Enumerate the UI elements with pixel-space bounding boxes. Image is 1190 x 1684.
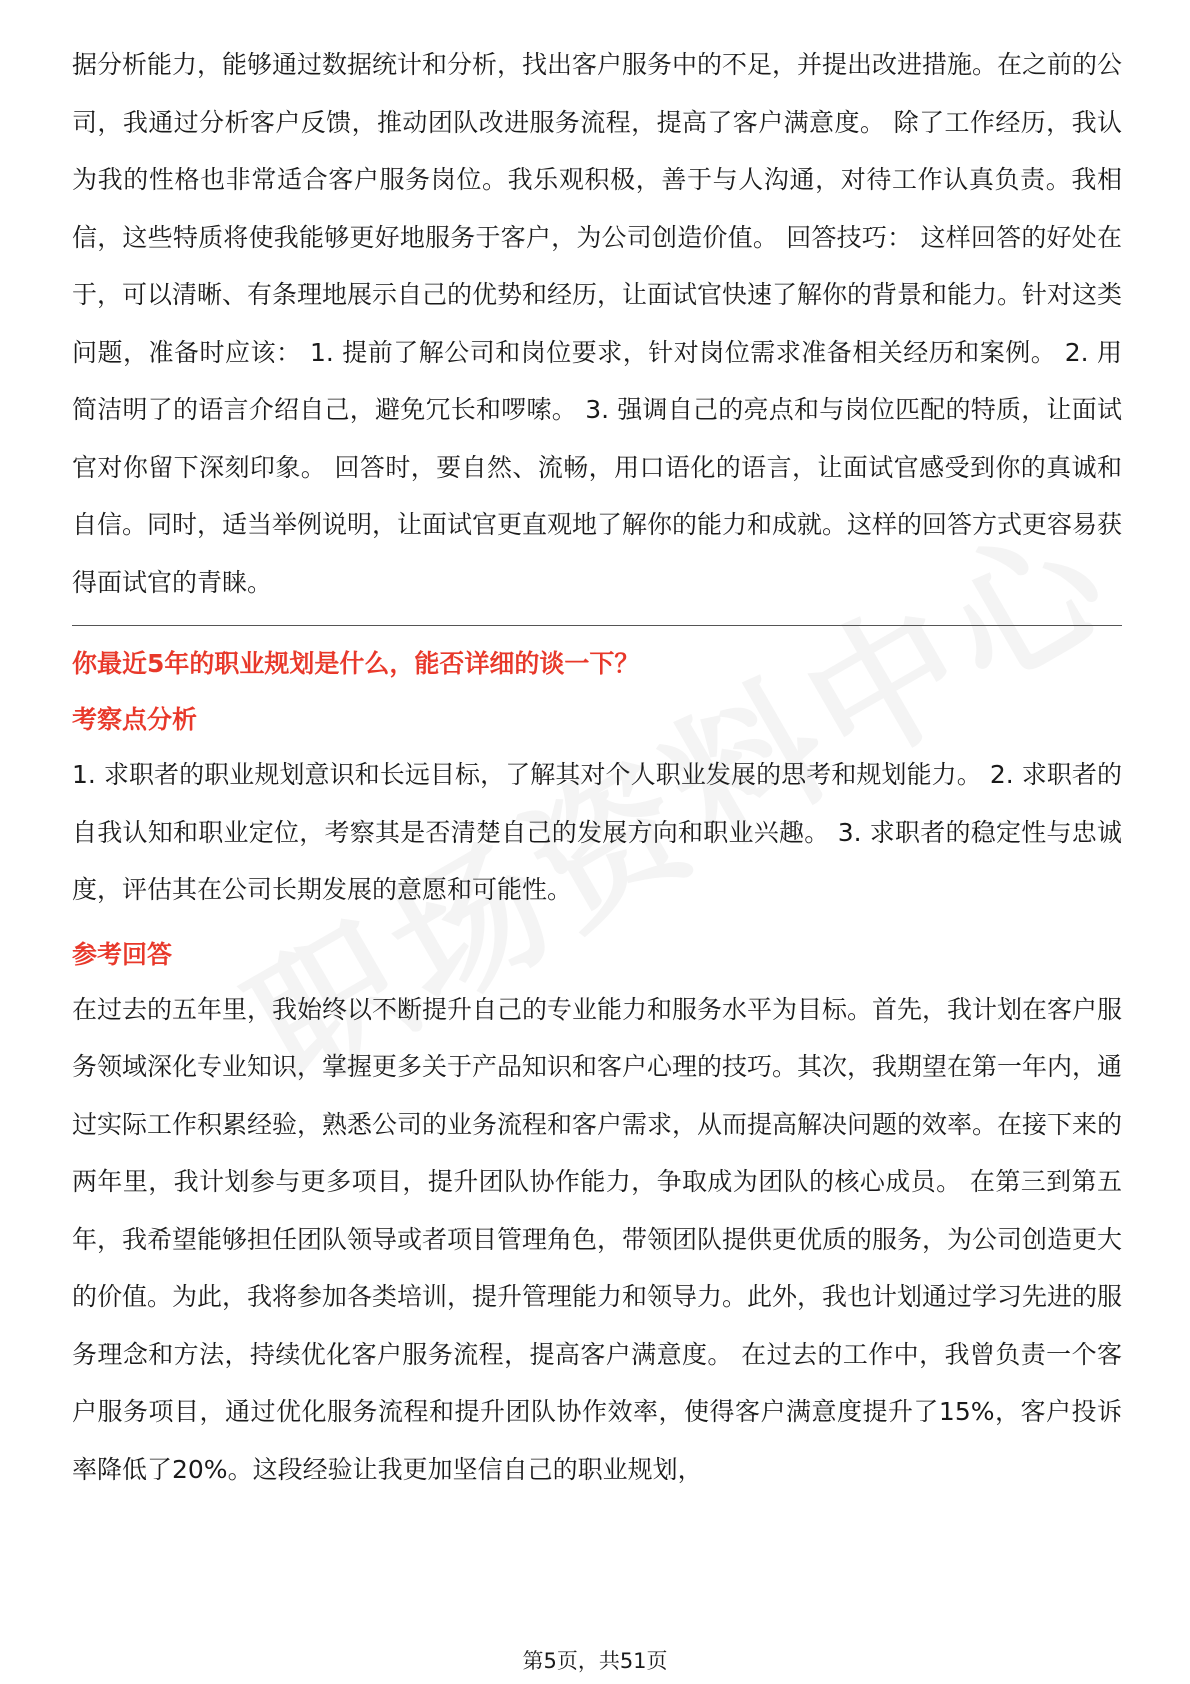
analysis-text: 1. 求职者的职业规划意识和长远目标，了解其对个人职业发展的思考和规划能力。 2. 求职者的自我认知和职业定位，考察其是否清楚自己的发展方向和职业兴趣。 3. 求职者的稳定性与忠诚度，评估其在公司长期发展的意愿和可能性。 (72, 760, 1122, 904)
intro-paragraph: 据分析能力，能够通过数据统计和分析，找出客户服务中的不足，并提出改进措施。在之前的公司，我通过分析客户反馈，推动团队改进服务流程，提高了客户满意度。 除了工作经历，我认为我的性格也非常适合客户服务岗位。我乐观积极，善于与人沟通，对待工作认真负责。我相信，这些特质将使我能够更好地服务于客户，为公司创造价值。 回答技巧： 这样回答的好处在于，可以清晰、有条理地展示自己的优势和经历，让面试官快速了解你的背景和能力。针对这类问题，准备时应该： 1. 提前了解公司和岗位要求，针对岗位需求准备相关经历和案例。 2. 用简洁明了的语言介绍自己，避免冗长和啰嗦。 3. 强调自己的亮点和与岗位匹配的特质，让面试官对你留下深刻印象。 回答时，要自然、流畅，用口语化的语言，让面试官感受到你的真诚和自信。同时，适当举例说明，让面试官更直观地了解你的能力和成就。这样的回答方式更容易获得面试官的青睐。 (72, 50, 1123, 597)
page-content (72, 36, 1122, 1498)
section-divider (72, 625, 1122, 626)
answer-heading: 参考回答 (72, 939, 173, 969)
page-number: 第5页，共51页 (522, 1649, 668, 1673)
analysis-heading: 考察点分析 (72, 705, 198, 734)
answer-text: 在过去的五年里，我始终以不断提升自己的专业能力和服务水平为目标。首先，我计划在客户服务领域深化专业知识，掌握更多关于产品知识和客户心理的技巧。其次，我期望在第一年内，通过实际工作积累经验，熟悉公司的业务流程和客户需求，从而提高解决问题的效率。在接下来的两年里，我计划参与更多项目，提升团队协作能力，争取成为团队的核心成员。 在第三到第五年，我希望能够担任团队领导或者项目管理角色，带领团队提供更优质的服务，为公司创造更大的价值。为此，我将参加各类培训，提升管理能力和领导力。此外，我也计划通过学习先进的服务理念和方法，持续优化客户服务流程，提高客户满意度。 在过去的工作中，我曾负责一个客户服务项目，通过优化服务流程和提升团队协作效率，使得客户满意度提升了15%，客户投诉率降低了20%。这段经验让我更加坚信自己的职业规划， (72, 994, 1123, 1484)
question-title: 你最近5年的职业规划是什么，能否详细的谈一下？ (72, 649, 640, 678)
